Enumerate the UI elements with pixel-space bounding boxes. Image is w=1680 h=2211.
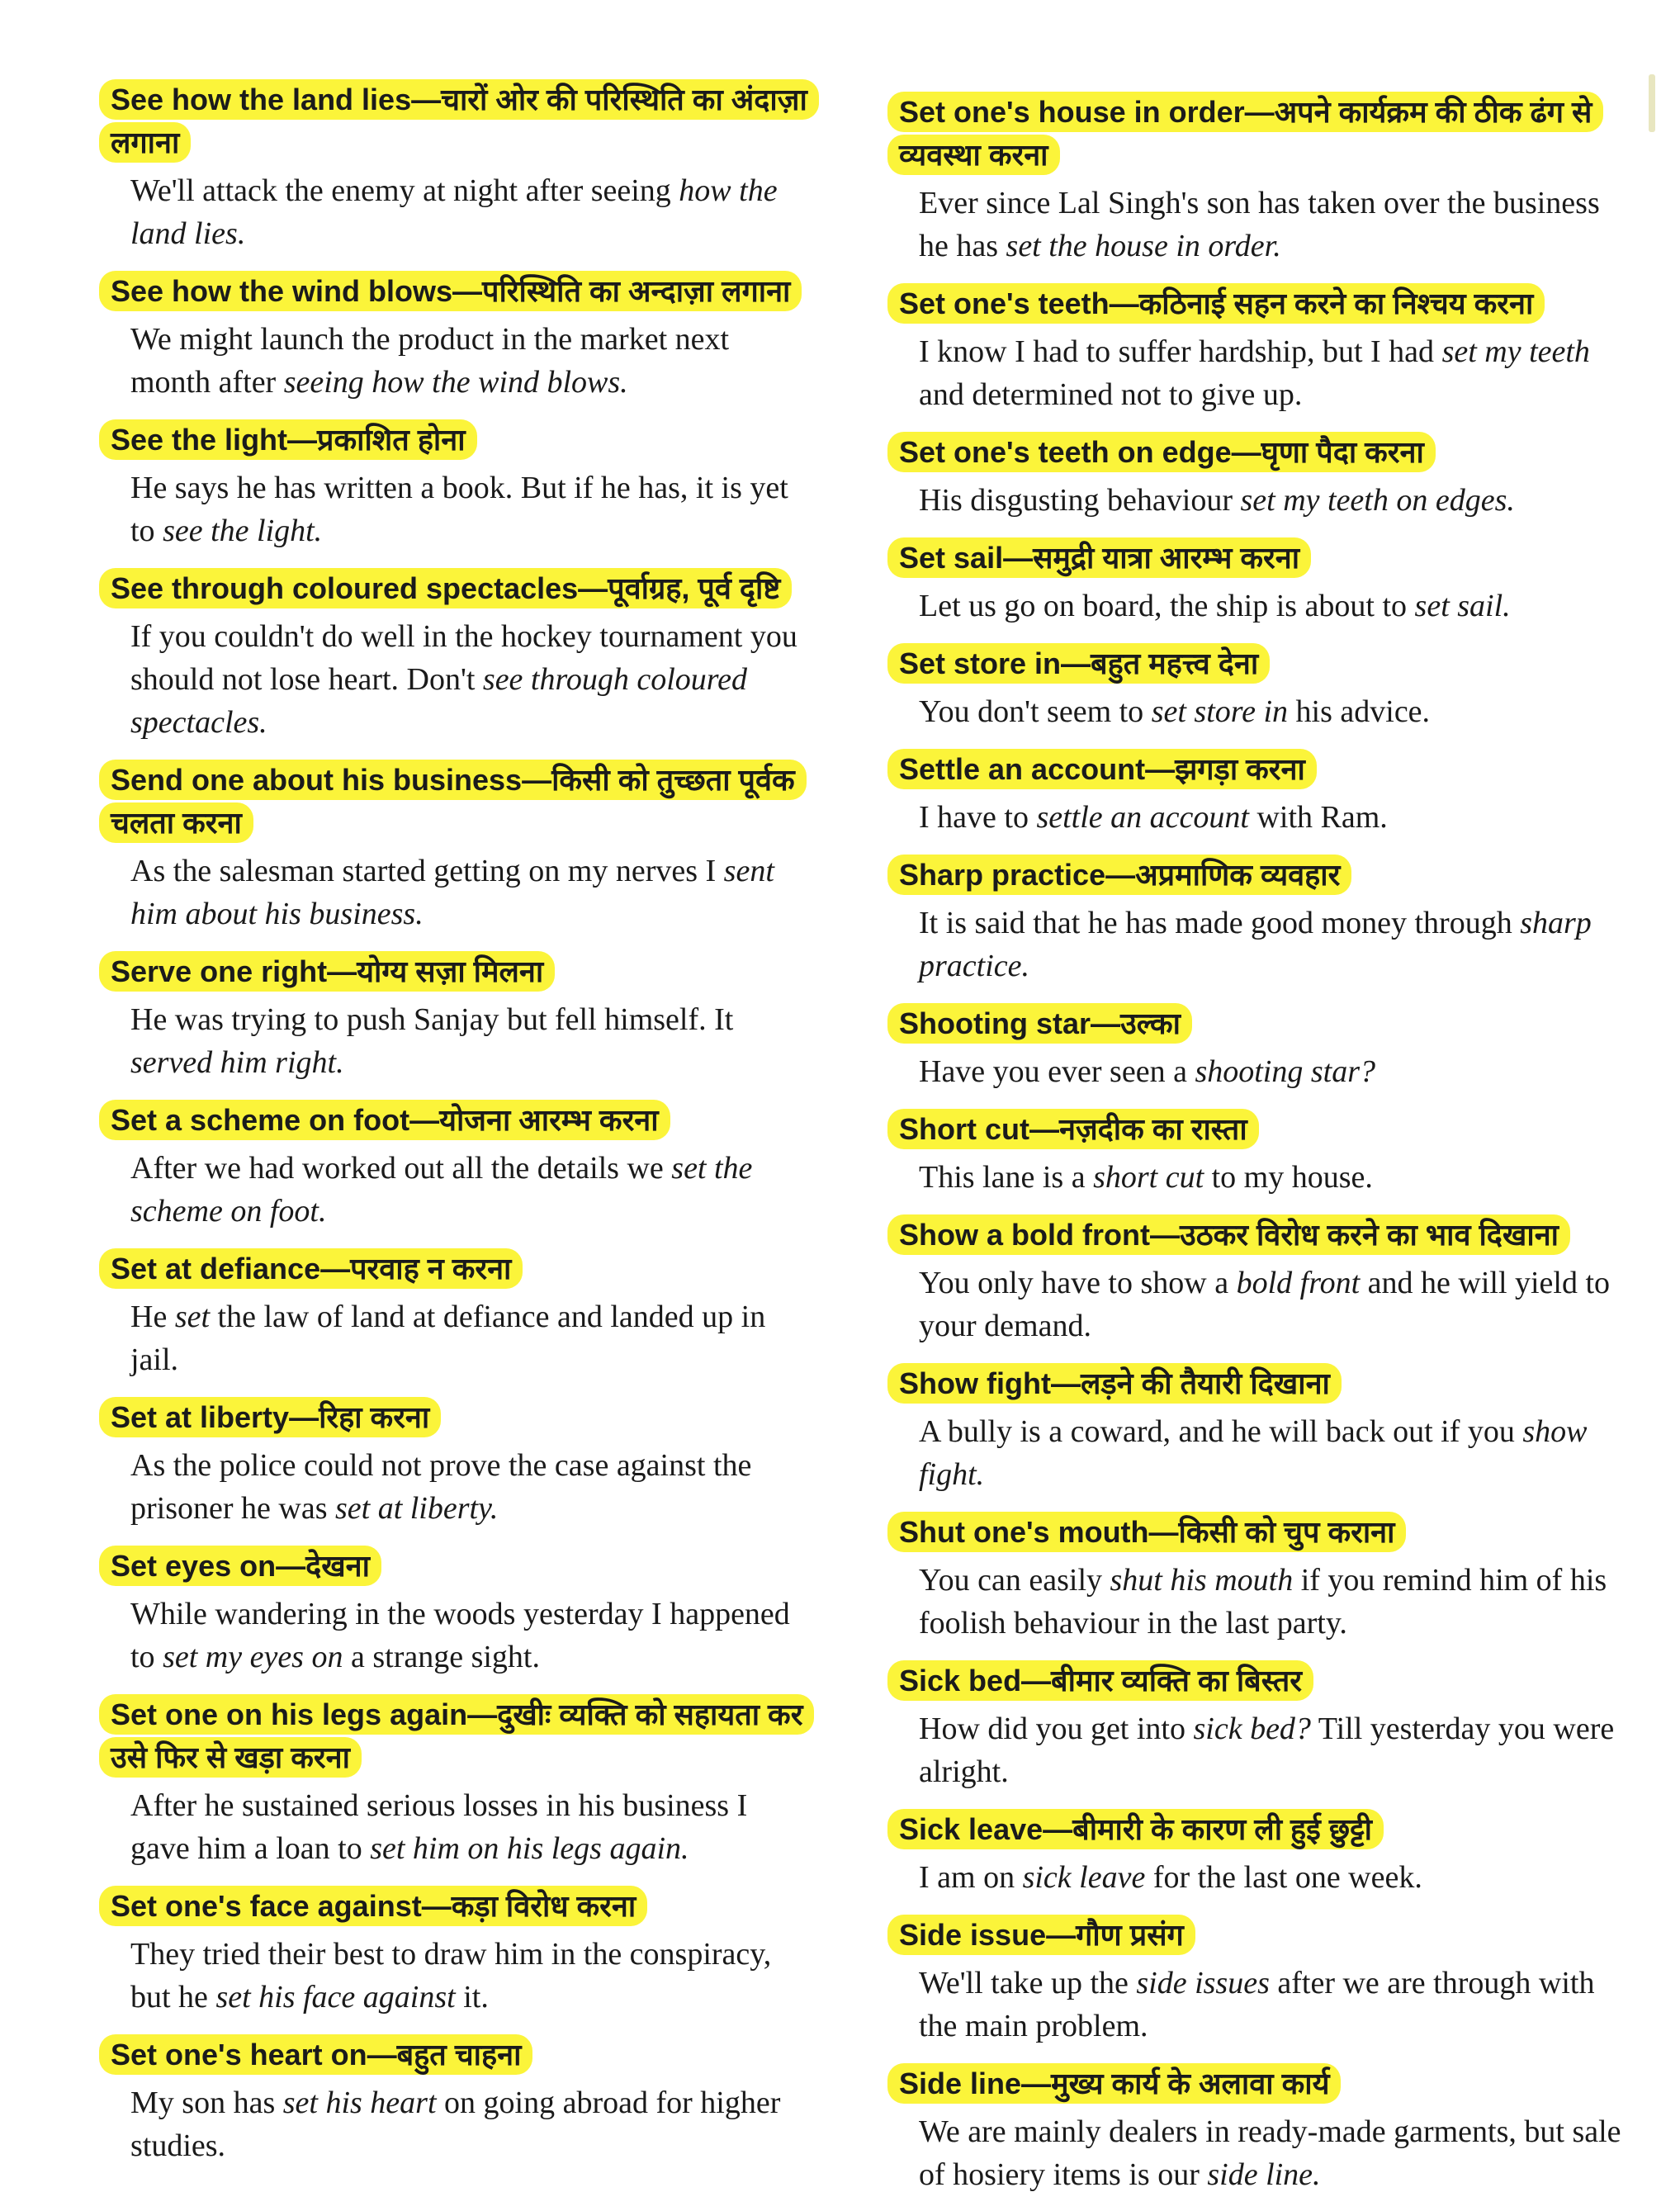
example-text: We'll attack the enemy at night after seeing (130, 173, 679, 208)
example-text: He was trying to push Sanjay but fell himself. It (130, 1002, 734, 1037)
idiom-heading-row (99, 1545, 809, 1588)
idiom-example (130, 1593, 809, 1678)
idiom-example (919, 330, 1630, 416)
example-text: Let us go on board, the ship is about to (919, 589, 1415, 623)
idiom-entry (99, 1099, 809, 1233)
idiom-entry (99, 567, 809, 744)
idiom-heading: Send one about his business—किसी को तुच्छता पूर्वक चलता करना (99, 760, 807, 843)
idiom-heading-row (99, 567, 809, 610)
idiom-heading: Set one on his legs again—दुखीः व्यक्ति को सहायता कर उसे फिर से खड़ा करना (99, 1694, 814, 1778)
idiom-heading-row (887, 1659, 1630, 1702)
idiom-heading-row (887, 1002, 1630, 1045)
idiom-heading: Shut one's mouth—किसी को चुप कराना (887, 1512, 1406, 1552)
example-text-end: his advice. (1288, 694, 1431, 729)
idiom-heading: Sick bed—बीमार व्यक्ति का बिस्तर (887, 1660, 1313, 1701)
example-text: After we had worked out all the details we (130, 1151, 672, 1186)
example-text-end: the law of land at defiance and landed up in jail. (130, 1300, 766, 1377)
idiom-heading-row (887, 1808, 1630, 1851)
example-idiom-italic: shut his mouth (1110, 1563, 1294, 1598)
right-column (887, 91, 1630, 2211)
idiom-entry (99, 78, 809, 255)
page-edge-mark (1649, 74, 1655, 132)
idiom-example (130, 1295, 809, 1381)
idiom-entry (99, 419, 809, 552)
idiom-entry (99, 1248, 809, 1381)
example-text: If you couldn't do well in the hockey tournament you should not lose heart. Don't (130, 619, 797, 697)
example-idiom-italic: sick leave (1022, 1860, 1146, 1895)
idiom-heading-row (99, 1248, 809, 1290)
idiom-heading-row (887, 854, 1630, 897)
idiom-example (130, 1147, 809, 1233)
example-text: Ever since Lal Singh's son has taken over the business he has (919, 186, 1600, 263)
example-text-end: Till yesterday you were alright. (919, 1712, 1615, 1789)
example-idiom-italic: seeing how the wind blows. (283, 365, 628, 400)
idiom-example (919, 1856, 1630, 1899)
idiom-example (130, 318, 809, 404)
idiom-entry (99, 950, 809, 1084)
idiom-heading: Shooting star—उल्का (887, 1003, 1192, 1044)
example-text: I am on (919, 1860, 1023, 1895)
idiom-example (130, 169, 809, 255)
idiom-entry (887, 1659, 1630, 1793)
example-text: It is said that he has made good money through (919, 906, 1521, 940)
idiom-entry (887, 2062, 1630, 2196)
left-column (99, 78, 809, 2182)
idiom-heading: Set sail—समुद्री यात्रा आरम्भ करना (887, 537, 1311, 578)
idiom-entry (887, 431, 1630, 522)
idiom-example (919, 2110, 1630, 2196)
idiom-entry (887, 1214, 1630, 1347)
idiom-example (130, 998, 809, 1084)
idiom-heading: Serve one right—योग्य सज़ा मिलना (99, 951, 555, 992)
idiom-heading-row (99, 1396, 809, 1439)
idiom-heading: Set a scheme on foot—योजना आरम्भ करना (99, 1100, 670, 1140)
idiom-example (130, 466, 809, 552)
idiom-heading: Show fight—लड़ने की तैयारी दिखाना (887, 1363, 1342, 1404)
example-text: His disgusting behaviour (919, 483, 1241, 518)
idiom-example (919, 1050, 1630, 1093)
idiom-heading: Sharp practice—अप्रमाणिक व्यवहार (887, 855, 1351, 895)
example-idiom-italic: set at liberty. (334, 1491, 499, 1526)
example-idiom-italic: see through coloured spectacles. (130, 662, 748, 740)
idiom-entry (887, 1511, 1630, 1645)
idiom-heading-row (99, 950, 809, 993)
idiom-heading: Set at liberty—रिहा करना (99, 1397, 441, 1437)
idiom-example (919, 1262, 1630, 1347)
idiom-heading: Side issue—गौण प्रसंग (887, 1915, 1195, 1955)
idiom-example (130, 1444, 809, 1530)
example-idiom-italic: short cut (1093, 1160, 1204, 1195)
idiom-heading: See the light—प्रकाशित होना (99, 419, 477, 460)
idiom-heading: Show a bold front—उठकर विरोध करने का भाव दिखाना (887, 1214, 1570, 1255)
example-text: This lane is a (919, 1160, 1094, 1195)
example-text: As the salesman started getting on my nerves I (130, 854, 724, 888)
example-idiom-italic: set his heart (282, 2086, 437, 2120)
idiom-example (919, 1410, 1630, 1496)
example-text-end: with Ram. (1248, 800, 1388, 835)
example-text: I have to (919, 800, 1037, 835)
example-text: You only have to show a (919, 1266, 1237, 1300)
idiom-example (130, 1933, 809, 2019)
idiom-heading-row (887, 1214, 1630, 1257)
idiom-example (130, 2081, 809, 2167)
idiom-entry (887, 1808, 1630, 1899)
idiom-entry (99, 759, 809, 935)
example-text: We are mainly dealers in ready-made garments, but sale of hosiery items is our (919, 2114, 1621, 2192)
idiom-example (919, 479, 1630, 522)
idiom-example (919, 1962, 1630, 2048)
example-text: As the police could not prove the case against the prisoner he was (130, 1448, 752, 1526)
example-text: While wandering in the woods yesterday I happened to (130, 1597, 790, 1674)
idiom-entry (887, 1108, 1630, 1199)
example-text: I know I had to suffer hardship, but I had (919, 334, 1442, 369)
example-text-end: it. (455, 1980, 489, 2015)
idiom-example (130, 1784, 809, 1870)
idiom-heading: Set one's house in order—अपने कार्यक्रम की ठीक ढंग से व्यवस्था करना (887, 92, 1603, 175)
idiom-heading-row (99, 419, 809, 462)
idiom-heading-row (887, 1914, 1630, 1957)
example-idiom-italic: sent him about his business. (130, 854, 774, 931)
example-idiom-italic: sick bed? (1193, 1712, 1311, 1746)
idiom-entry (887, 537, 1630, 627)
idiom-heading: Set one's heart on—बहुत चाहना (99, 2034, 532, 2075)
example-idiom-italic: shooting star? (1195, 1054, 1375, 1089)
idiom-example (919, 1559, 1630, 1645)
example-idiom-italic: set store in (1151, 694, 1289, 729)
idiom-heading: See how the wind blows—परिस्थिति का अन्दाज़ा लगाना (99, 271, 802, 311)
idiom-entry (99, 2033, 809, 2167)
example-text: He (130, 1300, 175, 1334)
idiom-heading-row (99, 759, 809, 845)
idiom-example (919, 796, 1630, 839)
example-idiom-italic: set his face against (215, 1980, 456, 2015)
example-idiom-italic: served him right. (130, 1045, 344, 1080)
idiom-heading-row (887, 282, 1630, 325)
idiom-example (919, 1707, 1630, 1793)
idiom-example (919, 1156, 1630, 1199)
example-text: How did you get into (919, 1712, 1194, 1746)
example-text-end: a strange sight. (343, 1640, 540, 1674)
idiom-entry (887, 91, 1630, 267)
example-idiom-italic: bold front (1236, 1266, 1361, 1300)
example-text: You don't seem to (919, 694, 1152, 729)
example-text: You can easily (919, 1563, 1110, 1598)
idiom-entry (887, 1002, 1630, 1093)
idiom-entry (887, 1362, 1630, 1496)
idiom-heading-row (887, 1362, 1630, 1405)
idiom-heading: Set store in—बहुत महत्त्व देना (887, 643, 1270, 684)
idiom-example (919, 902, 1630, 987)
example-text: They tried their best to draw him in the conspiracy, but he (130, 1937, 772, 2015)
idiom-heading: Set at defiance—परवाह न करना (99, 1248, 523, 1289)
example-idiom-italic: set my teeth (1441, 334, 1590, 369)
idiom-heading-row (887, 1108, 1630, 1151)
idiom-heading-row (99, 1885, 809, 1928)
example-idiom-italic: side issues (1136, 1966, 1270, 2000)
example-idiom-italic: set the scheme on foot. (130, 1151, 753, 1229)
example-idiom-italic: set him on his legs again. (370, 1831, 689, 1866)
idiom-example (919, 585, 1630, 627)
idiom-entry (887, 748, 1630, 839)
idiom-example (919, 690, 1630, 733)
idiom-heading-row (99, 78, 809, 164)
idiom-entry (887, 854, 1630, 987)
idiom-entry (887, 282, 1630, 416)
example-text-end: for the last one week. (1145, 1860, 1422, 1895)
example-idiom-italic: see the light. (163, 514, 323, 548)
example-text: He says he has written a book. But if he has, it is yet to (130, 471, 788, 548)
example-text-end: if you remind him of his foolish behaviour in the last party. (919, 1563, 1607, 1640)
idiom-heading-row (887, 537, 1630, 580)
example-idiom-italic: set my eyes on (163, 1640, 343, 1674)
idiom-heading: Set one's teeth on edge—घृणा पैदा करना (887, 432, 1436, 472)
example-text: After he sustained serious losses in his business I gave him a loan to (130, 1788, 748, 1866)
example-idiom-italic: sharp practice. (919, 906, 1592, 983)
idiom-example (130, 850, 809, 935)
idiom-heading-row (887, 431, 1630, 474)
idiom-example (130, 615, 809, 744)
idiom-entry (99, 1545, 809, 1678)
example-idiom-italic: how the land lies. (130, 173, 778, 251)
idiom-heading-row (887, 642, 1630, 685)
idiom-heading: Set one's teeth—कठिनाई सहन करने का निश्चय करना (887, 283, 1545, 324)
example-idiom-italic: set sail. (1414, 589, 1511, 623)
example-text: We might launch the product in the market next month after (130, 322, 730, 400)
example-text-end: after we are through with the main problem. (919, 1966, 1595, 2043)
example-idiom-italic: set the house in order. (1006, 229, 1281, 263)
example-idiom-italic: settle an account (1036, 800, 1249, 835)
idiom-heading: See how the land lies—चारों ओर की परिस्थिति का अंदाज़ा लगाना (99, 79, 819, 163)
idiom-heading-row (887, 1511, 1630, 1554)
example-text-end: on going abroad for higher studies. (130, 2086, 781, 2163)
idiom-heading-row (99, 1099, 809, 1142)
idiom-heading-row (887, 2062, 1630, 2105)
idiom-entry (887, 642, 1630, 733)
example-idiom-italic: show fight. (919, 1414, 1588, 1492)
example-idiom-italic: side line. (1207, 2157, 1321, 2192)
example-text-end: and he will yield to your demand. (919, 1266, 1611, 1343)
idiom-heading: Set one's face against—कड़ा विरोध करना (99, 1886, 647, 1926)
example-text: Have you ever seen a (919, 1054, 1195, 1089)
example-idiom-italic: set (174, 1300, 211, 1334)
example-text: A bully is a coward, and he will back out if you (919, 1414, 1523, 1449)
idiom-heading-row (887, 748, 1630, 791)
example-idiom-italic: set my teeth on edges. (1240, 483, 1515, 518)
idiom-entry (99, 1396, 809, 1530)
idiom-heading: Short cut—नज़दीक का रास्ता (887, 1109, 1259, 1149)
idiom-entry (99, 270, 809, 404)
idiom-heading: Sick leave—बीमारी के कारण ली हुई छुट्टी (887, 1809, 1384, 1849)
idiom-heading: Settle an account—झगड़ा करना (887, 749, 1317, 789)
idiom-heading: Set eyes on—देखना (99, 1546, 381, 1586)
idiom-entry (99, 1885, 809, 2019)
idiom-heading-row (99, 2033, 809, 2076)
example-text: We'll take up the (919, 1966, 1137, 2000)
idiom-entry (887, 1914, 1630, 2048)
idiom-entry (99, 1693, 809, 1870)
idiom-heading-row (99, 270, 809, 313)
idiom-heading-row (887, 91, 1630, 177)
idiom-heading-row (99, 1693, 809, 1779)
example-text: My son has (130, 2086, 283, 2120)
example-text-end: and determined not to give up. (919, 377, 1303, 412)
idiom-heading: Side line—मुख्य कार्य के अलावा कार्य (887, 2063, 1341, 2104)
idiom-example (919, 182, 1630, 267)
idiom-heading: See through coloured spectacles—पूर्वाग्रह, पूर्व दृष्टि (99, 568, 792, 608)
example-text-end: to my house. (1204, 1160, 1373, 1195)
